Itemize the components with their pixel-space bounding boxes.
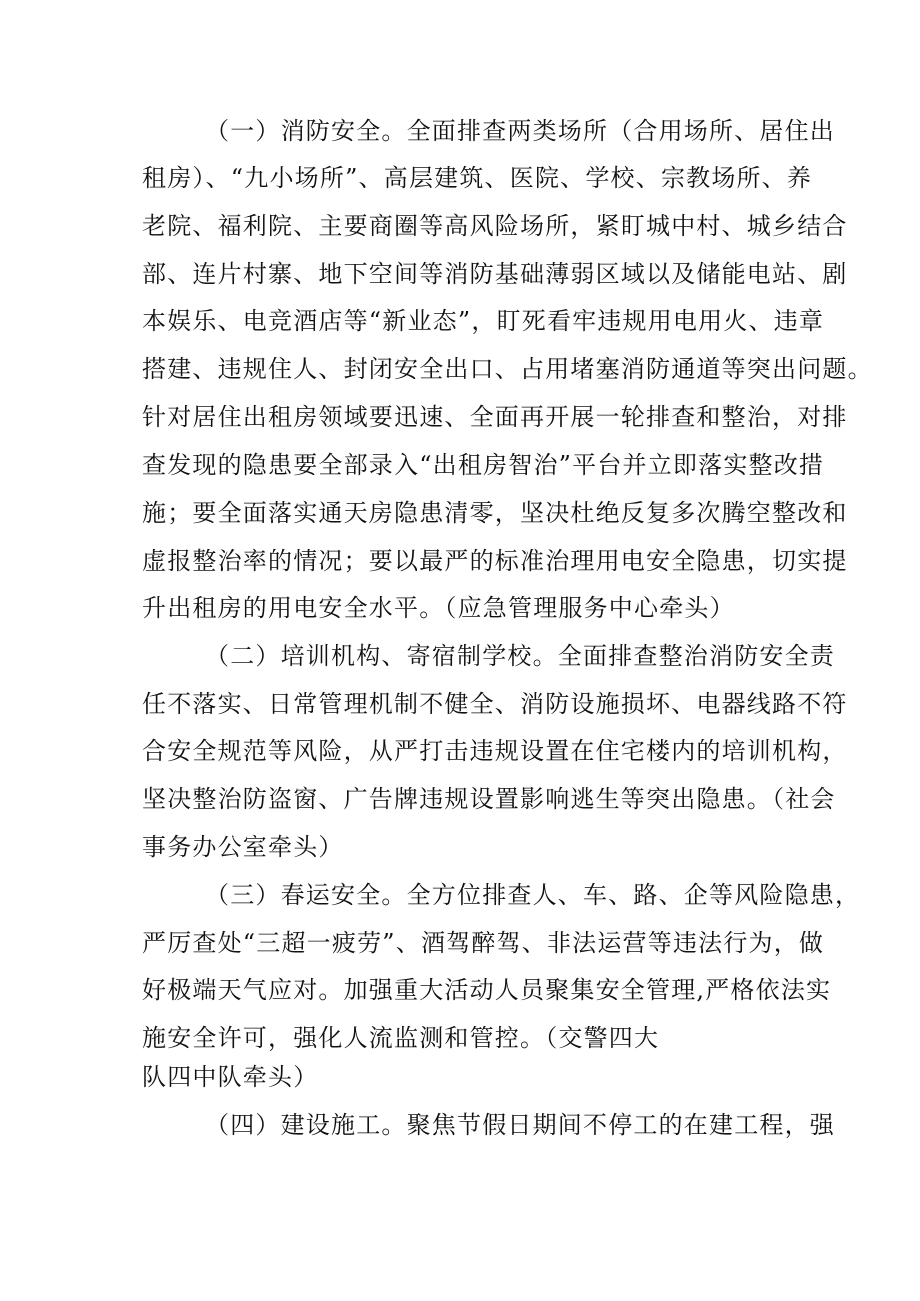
paragraph-2-line-1: （二）培训机构、寄宿制学校。全面排查整治消防安全责 [205, 642, 835, 670]
paragraph-3-line-4: 施安全许可，强化人流监测和管控。（交警四大 [142, 1024, 660, 1052]
paragraph-1-line-6: 搭建、违规住人、封闭安全出口、占用堵塞消防通道等突出问题。 [142, 355, 873, 383]
paragraph-3-line-5: 队四中队牵头） [142, 1063, 319, 1091]
paragraph-2-line-4: 坚决整治防盗窗、广告牌违规设置影响逃生等突出隐患。（社会 [142, 785, 836, 813]
paragraph-3-line-3: 好极端天气应对。加强重大活动人员聚集安全管理,严格依法实 [142, 976, 832, 1004]
paragraph-1-line-7: 针对居住出租房领域要迅速、全面再开展一轮排查和整治，对排 [142, 403, 848, 431]
paragraph-3-line-2: 严厉查处“三超一疲劳”、酒驾醉驾、非法运营等违法行为，做 [142, 929, 825, 957]
paragraph-1-line-4: 部、连片村寨、地下空间等消防基础薄弱区域以及储能电站、剧 [142, 260, 848, 288]
paragraph-1-line-5: 本娱乐、电竞酒店等“新业态”，盯死看牢违规用电用火、违章 [142, 307, 825, 335]
paragraph-1-line-11: 升出租房的用电安全水平。（应急管理服务中心牵头） [142, 594, 735, 622]
paragraph-2-line-3: 合安全规范等风险，从严打击违规设置在住宅楼内的培训机构， [142, 737, 848, 765]
paragraph-1-line-1: （一）消防安全。全面排查两类场所（合用场所、居住出 [205, 117, 835, 145]
paragraph-1-line-9: 施；要全面落实通天房隐患清零，坚决杜绝反复多次腾空整改和 [142, 499, 848, 527]
paragraph-2-line-5: 事务办公室牵头） [142, 833, 344, 861]
paragraph-4-line-1: （四）建设施工。聚焦节假日期间不停工的在建工程，强 [205, 1111, 835, 1139]
paragraph-2-line-2: 任不落实、日常管理机制不健全、消防设施损坏、电器线路不符 [142, 690, 848, 718]
paragraph-1-line-3: 老院、福利院、主要商圈等高风险场所，紧盯城中村、城乡结合 [142, 212, 848, 240]
paragraph-3-line-1: （三）春运安全。全方位排查人、车、路、企等风险隐患， [205, 881, 861, 909]
paragraph-1-line-10: 虚报整治率的情况；要以最严的标准治理用电安全隐患，切实提 [142, 547, 848, 575]
paragraph-1-line-8: 查发现的隐患要全部录入“出租房智治”平台并立即落实整改措 [142, 451, 825, 479]
paragraph-1-line-2: 租房）、“九小场所”、高层建筑、医院、学校、宗教场所、养 [142, 164, 813, 192]
